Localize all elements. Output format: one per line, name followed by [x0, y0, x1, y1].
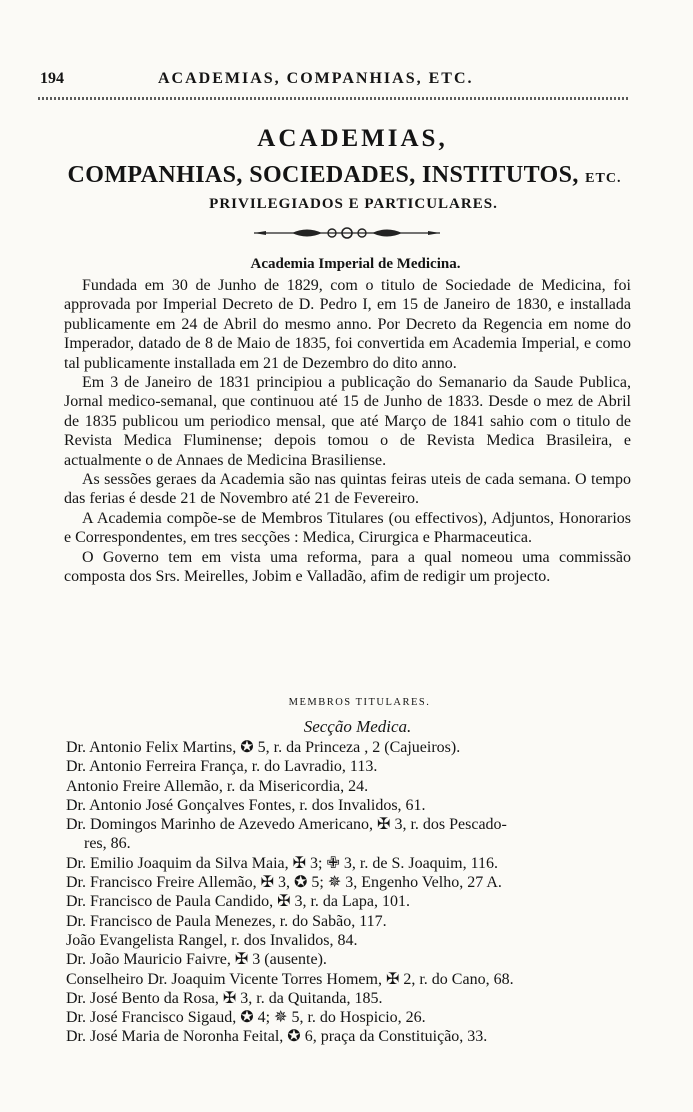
running-title: ACADEMIAS, COMPANHIAS, ETC.	[158, 70, 474, 87]
subsection-heading: Secção Medica.	[303, 717, 412, 736]
member-entry: Antonio Freire Allemão, r. da Misericordia, 24.	[66, 777, 369, 795]
member-entry: Dr. Antonio Ferreira França, r. do Lavradio, 113.	[66, 758, 378, 776]
member-entry: Dr. João Mauricio Faivre, ✠ 3 (ausente).	[66, 951, 327, 969]
member-entry: Dr. José Francisco Sigaud, ✪ 4; ✵ 5, r. do Hospicio, 26.	[66, 1009, 426, 1027]
member-entry: Dr. Emilio Joaquim da Silva Maia, ✠ 3; ✙ 3, r. de S. Joaquim, 116.	[66, 854, 498, 872]
title-line-3: PRIVILEGIADOS E PARTICULARES.	[209, 196, 498, 212]
page-number: 194	[40, 70, 64, 87]
paragraph: Em 3 de Janeiro de 1831 principiou a publicação do Semanario da Saude Publica, Jornal medico-semanal, que continuou até 15 de Junho de 1833. Desde o mez de Abril de 1835 publicou um periodico mensal, que até Março de 1841 sahio com o titulo de Revista Medica Fluminense; depois tomou o de Revista Medica Brasileira, e actualmente o de Annaes de Medicina Brasiliense.	[64, 374, 631, 469]
dotted-rule	[38, 97, 629, 100]
members-heading: MEMBROS TITULARES.	[288, 697, 431, 708]
body-text	[64, 276, 631, 587]
paragraph: As sessões geraes da Academia são nas quintas feiras uteis de cada semana. O tempo das ferias é desde 21 de Novembro até 21 de Fevereiro.	[64, 471, 631, 508]
paragraph: A Academia compõe-se de Membros Titulares (ou effectivos), Adjuntos, Honorarios e Correspondentes, em tres secções : Medica, Cirurgica e Pharmaceutica.	[64, 509, 631, 547]
ornament-divider-icon	[252, 226, 442, 240]
member-entry: Dr. Antonio José Gonçalves Fontes, r. dos Invalidos, 61.	[66, 796, 426, 814]
member-entry: Conselheiro Dr. Joaquim Vicente Torres Homem, ✠ 2, r. do Cano, 68.	[66, 970, 514, 988]
member-entry: Dr. Antonio Felix Martins, ✪ 5, r. da Princeza , 2 (Cajueiros).	[66, 739, 461, 756]
title-line-2	[56, 162, 633, 189]
member-entry: Dr. Francisco de Paula Candido, ✠ 3, r. da Lapa, 101.	[66, 893, 410, 911]
member-entry: Dr. Francisco Freire Allemão, ✠ 3, ✪ 5; ✵ 3, Engenho Velho, 27 A.	[66, 874, 502, 892]
member-entry: João Evangelista Rangel, r. dos Invalidos, 84.	[66, 931, 358, 949]
member-entry-continuation: res, 86.	[84, 835, 131, 853]
title-line-1: ACADEMIAS,	[257, 125, 448, 152]
running-head	[40, 70, 631, 92]
paragraph: Fundada em 30 de Junho de 1829, com o titulo de Sociedade de Medicina, foi approvada por Imperial Decreto de D. Pedro I, em 15 de Janeiro de 1830, e installada publicamente em 24 de Abril do mesmo anno. Por Decreto da Regencia em nome do Imperador, datado de 8 de Maio de 1835, foi convertida em Academia Imperial, e como tal publicamente installada em 21 de Dezembro do dito anno.	[64, 277, 631, 372]
title-line-2-text: COMPANHIAS, SOCIEDADES, INSTITUTOS,	[67, 162, 579, 188]
member-entry: Dr. José Bento da Rosa, ✠ 3, r. da Quitanda, 185.	[66, 989, 383, 1007]
paragraph: O Governo tem em vista uma reforma, para a qual nomeou uma commissão composta dos Srs. Meirelles, Jobim e Valladão, afim de redigir um projecto.	[64, 548, 631, 586]
members-list	[66, 738, 633, 1047]
member-entry: Dr. Domingos Marinho de Azevedo Americano, ✠ 3, r. dos Pescado-	[66, 816, 507, 834]
section-heading: Academia Imperial de Medicina.	[250, 256, 461, 272]
member-entry: Dr. Francisco de Paula Menezes, r. do Sabão, 117.	[66, 912, 387, 930]
member-entry: Dr. José Maria de Noronha Feital, ✪ 6, praça da Constituição, 33.	[66, 1028, 488, 1046]
title-line-2-etc: ETC.	[585, 171, 622, 186]
